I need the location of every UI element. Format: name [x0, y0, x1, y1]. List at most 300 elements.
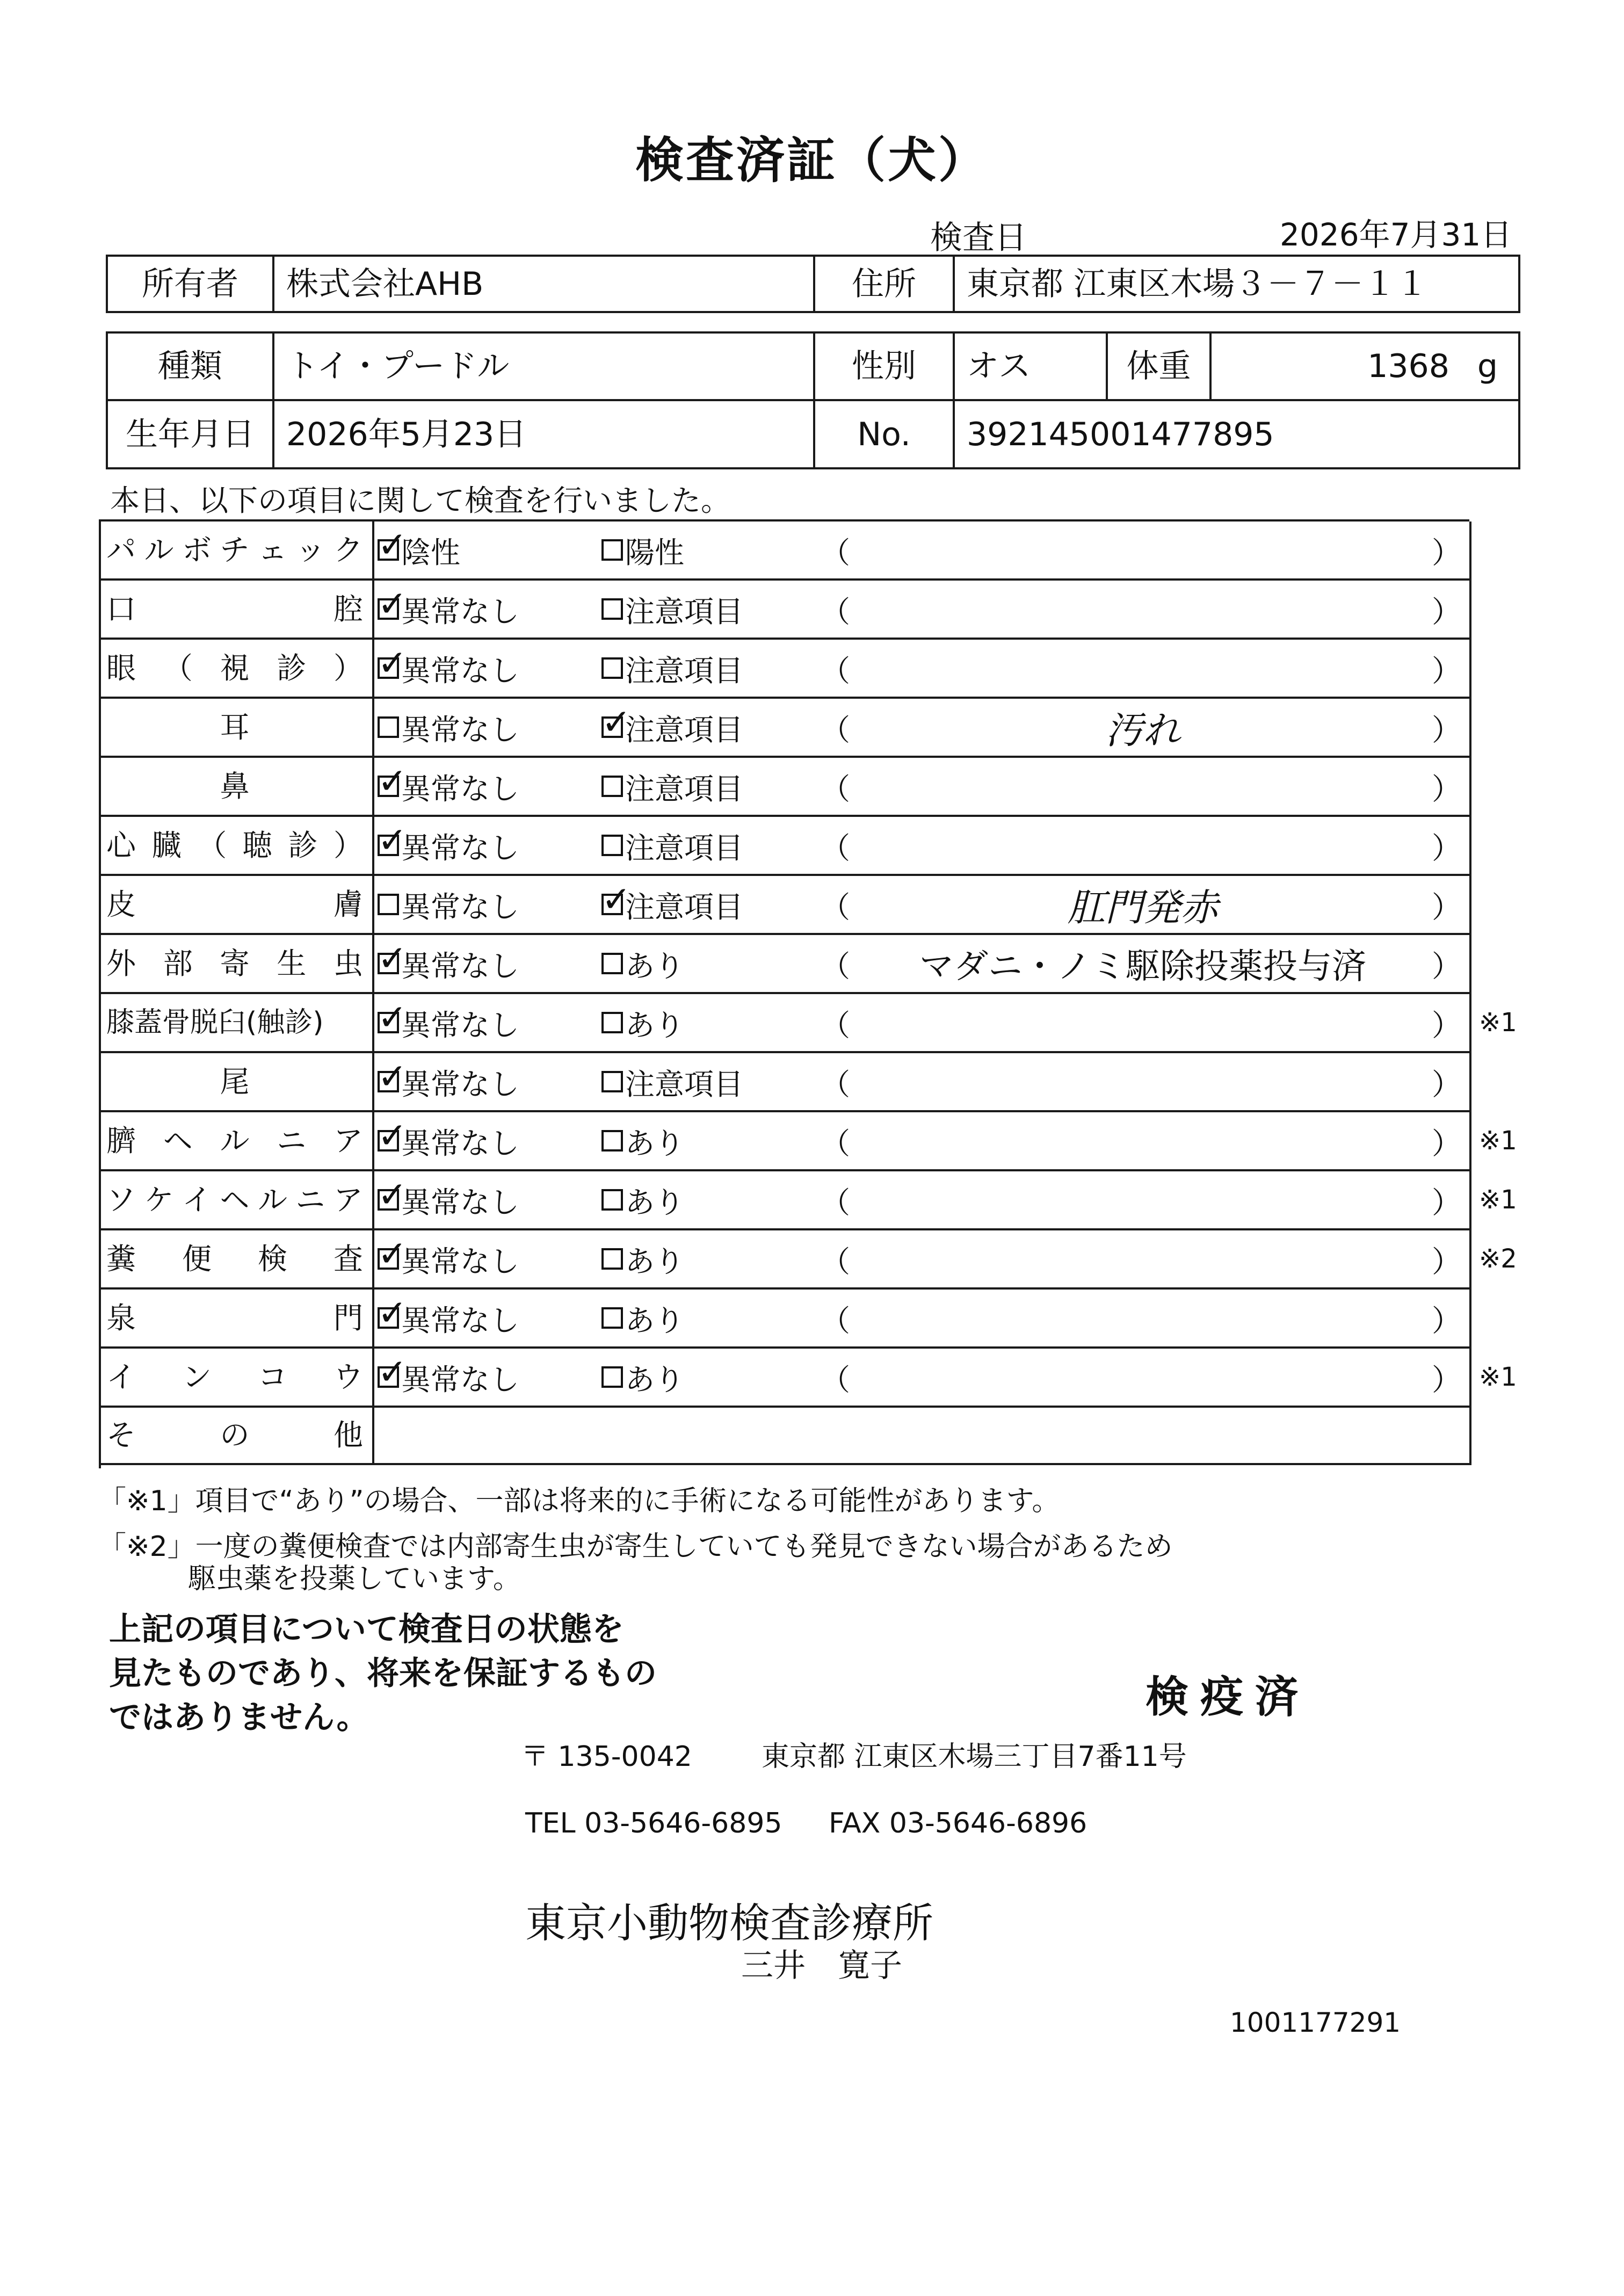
checkmark-icon: ✓ — [378, 583, 408, 625]
option-normal-label: 異常なし — [401, 830, 520, 865]
paren-open: （ — [821, 771, 851, 806]
exam-item-char: ル — [257, 1182, 287, 1217]
exam-row — [101, 1408, 1471, 1465]
option-normal-label: 異常なし — [401, 712, 520, 747]
exam-item-char: ア — [333, 1123, 363, 1158]
exam-row — [101, 640, 1471, 699]
handwritten-remark: 汚れ — [1105, 708, 1180, 752]
checkmark-icon: ✓ — [378, 524, 408, 566]
reference-mark: ※2 — [1479, 1244, 1517, 1274]
exam-item-char: 検 — [257, 1241, 287, 1276]
remark-area[interactable] — [853, 640, 1433, 697]
exam-item-char: ） — [333, 650, 363, 685]
option-normal-label: 異常なし — [401, 1303, 520, 1338]
exam-item-char: ク — [333, 532, 363, 567]
checkbox[interactable] — [378, 894, 399, 915]
option-flag[interactable] — [601, 1053, 743, 1110]
column-divider — [372, 1408, 374, 1463]
owner-value: 株式会社AHB — [273, 256, 814, 312]
exam-item-char: ヘ — [220, 1182, 250, 1217]
exam-item-label — [106, 1230, 363, 1287]
row-right-border — [1469, 935, 1471, 992]
option-normal[interactable] — [378, 1171, 519, 1228]
exam-item-label — [106, 1053, 363, 1110]
option-normal[interactable] — [378, 1053, 519, 1110]
disclaimer — [109, 1607, 657, 1740]
option-flag[interactable] — [601, 758, 743, 815]
exam-item-name: 鼻 — [220, 769, 250, 803]
paren-close: ） — [1432, 889, 1462, 924]
column-divider — [372, 640, 374, 697]
checkmark-icon: ✓ — [378, 1351, 408, 1393]
column-divider — [372, 1112, 374, 1169]
option-flag[interactable] — [601, 994, 684, 1051]
option-flag-label: あり — [625, 1303, 685, 1338]
checkbox[interactable] — [601, 953, 623, 974]
paren-close: ） — [1432, 1008, 1462, 1042]
exam-item-label — [106, 1349, 363, 1406]
column-divider — [372, 1349, 374, 1406]
exam-item-char: 部 — [163, 946, 193, 981]
checkmark-icon: ✓ — [601, 879, 632, 920]
row-right-border — [1469, 581, 1471, 638]
option-flag[interactable] — [601, 1290, 684, 1346]
exam-item-char: 虫 — [333, 946, 363, 981]
column-divider — [372, 1053, 374, 1110]
address-label: 住所 — [814, 256, 954, 312]
exam-item-char: コ — [257, 1359, 287, 1394]
exam-item-char: 寄 — [220, 946, 250, 981]
postal-code: 〒 135-0042 — [521, 1741, 692, 1773]
exam-item-label — [106, 935, 363, 992]
exam-row — [101, 994, 1517, 1053]
row-right-border — [1469, 876, 1471, 933]
option-normal[interactable] — [378, 935, 519, 992]
checkbox[interactable] — [378, 716, 399, 738]
option-normal[interactable] — [378, 1230, 519, 1287]
checkbox[interactable] — [378, 1292, 408, 1334]
handwritten-remark: マダニ・ノミ駆除投薬投与済 — [919, 947, 1366, 987]
remark-area[interactable] — [853, 817, 1433, 874]
exam-item-char: ウ — [333, 1359, 363, 1394]
exam-item-name: 耳 — [220, 709, 250, 744]
option-flag[interactable] — [601, 699, 743, 756]
option-flag-label: あり — [625, 1244, 685, 1279]
exam-item-name: 膝蓋骨脱臼(触診) — [106, 1006, 324, 1039]
exam-row — [101, 699, 1471, 758]
option-normal-label: 異常なし — [401, 1126, 520, 1161]
exam-item-char: パ — [106, 532, 136, 567]
row-right-border — [1469, 1230, 1471, 1287]
option-flag[interactable] — [601, 1349, 684, 1406]
exam-item-char: ッ — [295, 532, 325, 567]
option-normal[interactable] — [378, 758, 519, 815]
option-normal[interactable] — [378, 817, 519, 874]
paren-open: （ — [821, 1067, 851, 1102]
exam-item-char: 心 — [106, 828, 136, 863]
exam-item-label — [106, 1112, 363, 1169]
breed-label: 種類 — [107, 332, 273, 400]
stamp-text: 検疫済 — [1146, 1672, 1310, 1722]
reference-mark: ※1 — [1479, 1126, 1517, 1156]
owner-label: 所有者 — [107, 256, 273, 312]
option-normal[interactable] — [378, 1112, 519, 1169]
paren-open: （ — [821, 1244, 851, 1279]
address-value: 東京都 江東区木場３－７－１１ — [954, 256, 1519, 312]
option-flag-label: 注意項目 — [625, 712, 744, 747]
no-value: 392145001477895 — [954, 400, 1519, 468]
option-normal-label: 異常なし — [401, 1185, 520, 1220]
row-right-border — [1469, 1290, 1471, 1346]
row-right-border — [1469, 758, 1471, 815]
checkmark-icon: ✓ — [378, 1292, 408, 1334]
checkbox[interactable] — [378, 1233, 408, 1274]
exam-item-char: ェ — [257, 532, 287, 567]
checkbox[interactable] — [378, 1056, 408, 1097]
exam-item-label — [106, 994, 363, 1051]
column-divider — [372, 522, 374, 578]
exam-item-label — [106, 876, 363, 933]
exam-item-name: 尾 — [220, 1064, 250, 1099]
paren-close: ） — [1432, 1126, 1462, 1161]
exam-row — [101, 1053, 1471, 1112]
option-flag-label: 注意項目 — [625, 889, 744, 924]
paren-open: （ — [821, 1008, 851, 1042]
column-divider — [372, 699, 374, 756]
row-right-border — [1469, 817, 1471, 874]
remark-area[interactable] — [853, 994, 1433, 1051]
exam-item-char: ボ — [182, 532, 212, 567]
paren-close: ） — [1432, 771, 1462, 806]
checkbox[interactable] — [378, 524, 408, 566]
exam-row — [101, 876, 1471, 935]
row-right-border — [1469, 1171, 1471, 1228]
exam-row — [101, 522, 1471, 581]
exam-item-label — [106, 1408, 363, 1463]
checkbox[interactable] — [378, 997, 408, 1038]
column-divider — [372, 758, 374, 815]
veterinarian-name: 三井 寛子 — [741, 1947, 902, 1984]
option-flag-label: あり — [625, 1008, 685, 1042]
exam-item-char: ア — [333, 1182, 363, 1217]
checkbox[interactable] — [601, 1071, 623, 1092]
option-normal-label: 異常なし — [401, 1008, 520, 1042]
option-flag[interactable] — [601, 817, 743, 874]
exam-item-label — [106, 522, 363, 578]
paren-close: ） — [1432, 1244, 1462, 1279]
column-divider — [372, 1230, 374, 1287]
remark-area[interactable] — [853, 935, 1433, 992]
option-normal-label: 陰性 — [401, 535, 461, 570]
row-right-border — [1469, 522, 1471, 578]
option-normal[interactable] — [378, 1290, 519, 1346]
remark-area[interactable] — [853, 581, 1433, 638]
paren-close: ） — [1432, 653, 1462, 688]
checkbox[interactable] — [601, 701, 632, 743]
option-normal-label: 異常なし — [401, 889, 520, 924]
weight-unit: g — [1477, 347, 1498, 385]
option-normal[interactable] — [378, 581, 519, 638]
option-normal[interactable] — [378, 876, 519, 933]
paren-open: （ — [821, 1126, 851, 1161]
paren-close: ） — [1432, 1362, 1462, 1397]
exam-item-char: ヘ — [163, 1123, 193, 1158]
option-flag-label: 注意項目 — [625, 1067, 744, 1102]
column-divider — [372, 935, 374, 992]
paren-open: （ — [821, 948, 851, 983]
option-normal-label: 異常なし — [401, 1244, 520, 1279]
no-label: No. — [814, 400, 954, 468]
checkbox[interactable] — [601, 1189, 623, 1211]
option-normal[interactable] — [378, 522, 460, 578]
exam-item-char: 査 — [333, 1241, 363, 1276]
paren-close: ） — [1432, 948, 1462, 983]
option-flag[interactable] — [601, 522, 684, 578]
exam-row — [101, 758, 1471, 817]
exam-item-char: 糞 — [106, 1241, 136, 1276]
exam-table — [99, 519, 1517, 1468]
paren-open: （ — [821, 830, 851, 865]
checkmark-icon: ✓ — [601, 701, 632, 743]
exam-item-label — [106, 1290, 363, 1346]
sex-value: オス — [954, 332, 1107, 400]
exam-item-char: 泉 — [106, 1300, 136, 1335]
clinic-name: 東京小動物検査診療所 — [525, 1899, 933, 1947]
checkmark-icon: ✓ — [378, 1115, 408, 1156]
column-divider — [372, 817, 374, 874]
option-normal[interactable] — [378, 994, 519, 1051]
exam-row — [101, 1349, 1517, 1408]
exam-item-char: 門 — [333, 1300, 363, 1335]
exam-row — [101, 1230, 1517, 1290]
exam-item-label — [106, 817, 363, 874]
row-right-border — [1469, 1408, 1471, 1463]
paren-open: （ — [821, 1303, 851, 1338]
page-title: 検査済証（犬） — [635, 132, 989, 189]
exam-item-label — [106, 699, 363, 756]
exam-item-char: ル — [220, 1123, 250, 1158]
exam-item-char: 診 — [288, 828, 318, 863]
weight-cell — [1210, 332, 1519, 400]
exam-item-char: 診 — [277, 650, 307, 685]
exam-row — [101, 817, 1471, 876]
row-right-border — [1469, 699, 1471, 756]
remark-area[interactable] — [853, 699, 1433, 756]
checkmark-icon: ✓ — [378, 760, 408, 802]
remark-area[interactable] — [853, 1053, 1433, 1110]
reference-mark: ※1 — [1479, 1008, 1517, 1038]
reference-mark: ※1 — [1479, 1362, 1517, 1392]
column-divider — [372, 1290, 374, 1346]
option-normal[interactable] — [378, 640, 519, 697]
column-divider — [372, 581, 374, 638]
exam-item-char: ニ — [295, 1182, 325, 1217]
checkbox[interactable] — [601, 657, 623, 679]
option-flag[interactable] — [601, 935, 684, 992]
checkbox[interactable] — [378, 760, 408, 802]
column-divider — [372, 876, 374, 933]
option-flag-label: あり — [625, 1362, 685, 1397]
birth-label: 生年月日 — [107, 400, 273, 468]
intro-text: 本日、以下の項目に関して検査を行いました。 — [110, 483, 731, 518]
option-flag[interactable] — [601, 1171, 684, 1228]
option-normal-label: 異常なし — [401, 1067, 520, 1102]
option-flag-label: 陽性 — [625, 535, 685, 570]
exam-item-label — [106, 758, 363, 815]
option-normal[interactable] — [378, 1349, 519, 1406]
exam-item-char: 他 — [333, 1418, 363, 1452]
option-normal-label: 異常なし — [401, 653, 520, 688]
option-normal-label: 異常なし — [401, 594, 520, 629]
remark-area[interactable] — [853, 1230, 1433, 1287]
paren-open: （ — [821, 535, 851, 570]
exam-item-char: そ — [106, 1418, 136, 1452]
breed-value: トイ・プードル — [273, 332, 814, 400]
checkbox[interactable] — [601, 835, 623, 856]
exam-item-char: 外 — [106, 946, 136, 981]
option-flag[interactable] — [601, 1112, 684, 1169]
remark-area[interactable] — [853, 1290, 1433, 1346]
checkbox[interactable] — [378, 642, 408, 684]
paren-open: （ — [821, 889, 851, 924]
disclaimer-line: ではありません。 — [109, 1699, 369, 1736]
paren-close: ） — [1432, 1185, 1462, 1220]
exam-date: 2026年7月31日 — [1280, 216, 1512, 253]
remark-area[interactable] — [853, 1349, 1433, 1406]
clinic-fax: FAX 03-5646-6896 — [829, 1807, 1088, 1839]
row-right-border — [1469, 1112, 1471, 1169]
reference-mark: ※1 — [1479, 1185, 1517, 1215]
paren-open: （ — [821, 1362, 851, 1397]
option-normal-label: 異常なし — [401, 1362, 520, 1397]
checkmark-icon: ✓ — [378, 938, 408, 979]
checkbox[interactable] — [378, 1351, 408, 1393]
option-flag-label: あり — [625, 1185, 685, 1220]
checkmark-icon: ✓ — [378, 642, 408, 684]
checkbox[interactable] — [601, 1012, 623, 1033]
checkmark-icon: ✓ — [378, 820, 408, 861]
owner-table — [106, 255, 1520, 313]
exam-item-char: 腔 — [333, 591, 363, 626]
exam-row — [101, 581, 1471, 640]
paren-close: ） — [1432, 1067, 1462, 1102]
option-normal-label: 異常なし — [401, 771, 520, 806]
row-right-border — [1469, 1053, 1471, 1110]
option-flag-label: あり — [625, 1126, 685, 1161]
weight-label: 体重 — [1107, 332, 1210, 400]
paren-close: ） — [1432, 1303, 1462, 1338]
option-normal[interactable] — [378, 699, 519, 756]
checkbox[interactable] — [601, 1366, 623, 1388]
footnote-2-line1: 「※2」一度の糞便検査では内部寄生虫が寄生していても発見できない場合があるため — [98, 1531, 1173, 1563]
paren-close: ） — [1432, 830, 1462, 865]
option-normal-label: 異常なし — [401, 948, 520, 983]
checkbox[interactable] — [601, 879, 632, 920]
paren-open: （ — [821, 1185, 851, 1220]
row-right-border — [1469, 1349, 1471, 1406]
paren-open: （ — [821, 594, 851, 629]
option-flag[interactable] — [601, 640, 743, 697]
option-flag-label: 注意項目 — [625, 830, 744, 865]
remark-area[interactable] — [853, 876, 1433, 933]
checkbox[interactable] — [378, 820, 408, 861]
exam-item-char: イ — [106, 1359, 136, 1394]
exam-row — [101, 1290, 1471, 1349]
option-flag[interactable] — [601, 581, 743, 638]
column-divider — [372, 994, 374, 1051]
option-flag-label: 注意項目 — [625, 771, 744, 806]
exam-item-char: の — [220, 1418, 250, 1452]
exam-item-label — [106, 1171, 363, 1228]
weight-value: 1368 — [1367, 347, 1449, 385]
animal-table — [106, 331, 1520, 469]
row-right-border — [1469, 640, 1471, 697]
option-flag-label: あり — [625, 948, 685, 983]
option-flag[interactable] — [601, 876, 743, 933]
remark-area[interactable] — [853, 758, 1433, 815]
paren-close: ） — [1432, 712, 1462, 747]
remark-area[interactable] — [853, 1171, 1433, 1228]
option-flag-label: 注意項目 — [625, 594, 744, 629]
exam-item-char: ニ — [277, 1123, 307, 1158]
exam-item-char: 臓 — [151, 828, 182, 863]
checkbox[interactable] — [601, 1307, 623, 1329]
checkbox[interactable] — [378, 1115, 408, 1156]
clinic-tel: TEL 03-5646-6895 — [525, 1807, 782, 1839]
handwritten-remark: 肛門発赤 — [1068, 885, 1218, 930]
checkmark-icon: ✓ — [378, 1174, 408, 1215]
option-flag-label: 注意項目 — [625, 653, 744, 688]
exam-row — [101, 935, 1471, 994]
exam-item-char: ケ — [144, 1182, 174, 1217]
remark-area[interactable] — [853, 1112, 1433, 1169]
disclaimer-line: 上記の項目について検査日の状態を — [109, 1611, 624, 1648]
exam-item-char: 聴 — [242, 828, 272, 863]
paren-open: （ — [821, 653, 851, 688]
exam-item-char: ル — [144, 532, 174, 567]
checkmark-icon: ✓ — [378, 1233, 408, 1274]
remark-area[interactable] — [853, 522, 1433, 578]
checkbox[interactable] — [378, 583, 408, 625]
checkbox[interactable] — [378, 1174, 408, 1215]
exam-item-char: ） — [333, 828, 363, 863]
birth-value: 2026年5月23日 — [273, 400, 814, 468]
exam-item-char: 皮 — [106, 887, 136, 922]
option-flag[interactable] — [601, 1230, 684, 1287]
checkbox[interactable] — [601, 539, 623, 561]
exam-item-char: （ — [197, 828, 227, 863]
checkbox[interactable] — [601, 1130, 623, 1151]
exam-item-char: （ — [163, 650, 193, 685]
paren-close: ） — [1432, 594, 1462, 629]
checkbox[interactable] — [601, 776, 623, 797]
checkbox[interactable] — [378, 938, 408, 979]
exam-item-char: 眼 — [106, 650, 136, 685]
clinic-address: 東京都 江東区木場三丁目7番11号 — [762, 1741, 1187, 1773]
checkbox[interactable] — [601, 1248, 623, 1270]
checkbox[interactable] — [601, 598, 623, 620]
paren-close: ） — [1432, 535, 1462, 570]
exam-item-char: 臍 — [106, 1123, 136, 1158]
exam-item-char: 便 — [182, 1241, 212, 1276]
footnote-1: 「※1」項目で“あり”の場合、一部は将来的に手術になる可能性があります。 — [98, 1485, 1060, 1517]
exam-item-char: 視 — [220, 650, 250, 685]
document-number: 1001177291 — [1230, 2007, 1401, 2038]
paren-open: （ — [821, 712, 851, 747]
exam-item-char: ン — [182, 1359, 212, 1394]
exam-row — [101, 1171, 1517, 1230]
exam-item-label — [106, 640, 363, 697]
